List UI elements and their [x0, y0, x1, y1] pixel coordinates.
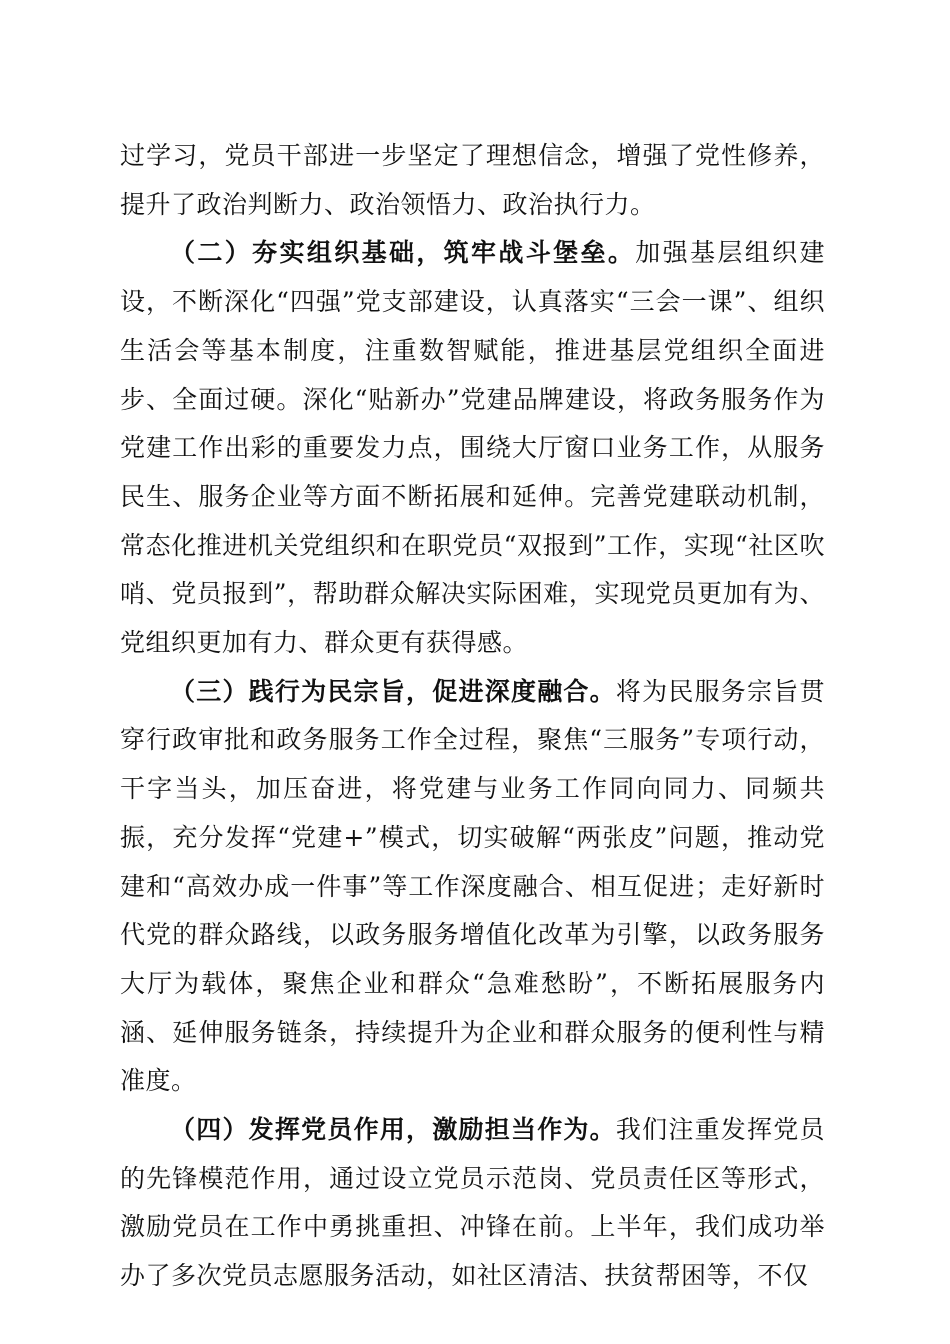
paragraph-section-2 — [120, 229, 825, 667]
document-body — [120, 132, 825, 1301]
paragraph-text: 将为民服务宗旨贯穿行政审批和政务服务工作全过程，聚焦“三服务”专项行动，干字当头，加压奋进，将党建与业务工作同向同力、同频共振，充分发挥“党建+”模式，切实破解“两张皮”问题，推动党建和“高效办成一件事”等工作深度融合、相互促进；走好新时代党的群众路线，以政务服务增值化改革为引擎，以政务服务大厅为载体，聚焦企业和群众“急难愁盼”，不断拓展服务内涵、延伸服务链条，持续提升为企业和群众服务的便利性与精准度。 — [120, 676, 825, 1096]
paragraph-section-3 — [120, 668, 825, 1106]
paragraph-text: 过学习，党员干部进一步坚定了理想信念，增强了党性修养，提升了政治判断力、政治领悟力、政治执行力。 — [120, 141, 825, 219]
paragraph-text: 我们注重发挥党员的先锋模范作用，通过设立党员示范岗、党员责任区等形式，激励党员在工作中勇挑重担、冲锋在前。上半年，我们成功举办了多次党员志愿服务活动，如社区清洁、扶贫帮困等，不仅 — [120, 1115, 825, 1291]
paragraph-continuation — [120, 132, 825, 229]
paragraph-section-4 — [120, 1106, 825, 1301]
section-heading: （三）践行为民宗旨，促进深度融合。 — [170, 676, 616, 706]
section-heading: （二）夯实组织基础，筑牢战斗堡垒。 — [170, 238, 636, 268]
section-heading: （四）发挥党员作用，激励担当作为。 — [170, 1115, 616, 1145]
paragraph-text: 加强基层组织建设，不断深化“四强”党支部建设，认真落实“三会一课”、组织生活会等基本制度，注重数智赋能，推进基层党组织全面进步、全面过硬。深化“贴新办”党建品牌建设，将政务服务作为党建工作出彩的重要发力点，围绕大厅窗口业务工作，从服务民生、服务企业等方面不断拓展和延伸。完善党建联动机制，常态化推进机关党组织和在职党员“双报到”工作，实现“社区吹哨、党员报到”，帮助群众解决实际困难，实现党员更加有为、党组织更加有力、群众更有获得感。 — [120, 238, 825, 658]
